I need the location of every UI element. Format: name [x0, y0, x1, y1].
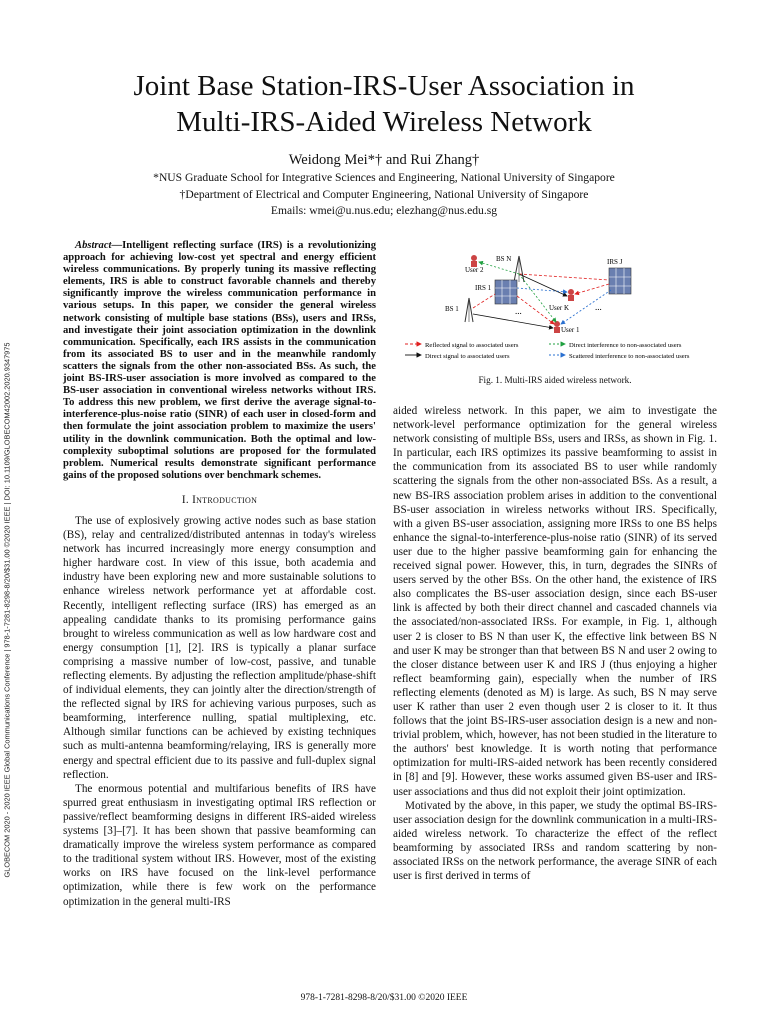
abstract-text: —Intelligent reflecting surface (IRS) is a revolutionizing approach for achieving low-cost yet spectral and energy efficient wireless communications. By properly tuning its massive reflecting elements, IRS is able to construct favorable channels and thereby significantly improve the wireless communication performance in various setups. In this paper, we consider the general wireless network consisting of multiple base stations (BSs), users and IRSs, and investigate their joint association optimization in the downlink communication. Specifically, each IRS assists in the communication from its associated BS to user and in the meanwhile randomly scatters the signals from the other non-associated BSs. As such, the joint BS-IRS-user association is more involved as compared to the BS-user association in conventional wireless networks without IRS. To address this new problem, we first derive the average signal-to-interference-plus-noise ratio (SINR) of each user in closed-form and then formulate the joint association problem to maximize the users' utility in the downlink communication. Both the optimal and low-complexity suboptimal solutions are proposed for the formulated problem. Numerical results demonstrate significant performance gains of the proposed solutions over benchmark schemes.: [63, 240, 376, 481]
dots-2: ...: [595, 302, 602, 312]
reflected-bs1-irs1: [473, 294, 495, 308]
dots-1: ...: [515, 306, 522, 316]
irs-j-icon: [609, 268, 631, 294]
legend-direct-signal: Direct signal to associated users: [425, 353, 510, 360]
legend-reflected: Reflected signal to associated users: [425, 342, 519, 349]
emails: Emails: wmei@u.nus.edu; elezhang@nus.edu.sg: [270, 204, 498, 217]
section-heading: [63, 493, 376, 507]
user-1-icon: [554, 321, 560, 333]
right-paragraph-2: Motivated by the above, in this paper, we study the optimal BS-IRS-user association design for the downlink communication in a multi-IRS-aided wireless network. To characterize the effect of the reflect beamforming by associated IRSs and random scattering by non-associated IRSs on the network performance, the average SINR of each user is first derived in terms of: [393, 799, 717, 883]
label-user-1: User 1: [561, 326, 580, 334]
left-column: [63, 240, 376, 909]
irs-1-icon: [495, 280, 517, 304]
label-bs-1: BS 1: [445, 305, 459, 313]
reflected-irsj-userk: [575, 284, 609, 294]
label-irs-j: IRS J: [607, 258, 623, 266]
paper-title: [0, 68, 768, 140]
scattered-irs1-userk: [517, 288, 567, 292]
intro-paragraph-2: The enormous potential and multifarious benefits of IRS have spurred great enthusiasm in investigating optimal IRS reflection or passive/reflect beamforming designs in different IRS-aided wireless systems [3]–[7]. It has been shown that passive beamforming can dramatically improve the wireless system performance as compared to the traditional system without IRS. However, most of the existing works on IRS have focused on the link-level performance optimization, while there is few work on the performance optimization in the general multi-IRS: [63, 782, 376, 908]
network-diagram: [399, 244, 719, 364]
affiliations: [0, 170, 768, 220]
legend-scattered: Scattered interference to non-associated users: [569, 353, 690, 360]
title-line-1: Joint Base Station-IRS-User Association in: [133, 70, 635, 102]
right-paragraph-1: aided wireless network. In this paper, we aim to investigate the network-level performance optimization for the general wireless network consisting of multiple BSs, users and IRSs, as shown in Fig. 1. In particular, each IRS optimizes its passive beamforming to assist in the communication from its associated BS to user while randomly scattering the signals from the other non-associated BSs. As a result, a new BS-IRS association problem arises in addition to the conventional BS-user association in wireless networks without IRS. Specifically, with a given BS-user association, assigning more IRSs to one BS helps enhance the signal-to-interference-plus-noise ratio (SINR) of its served user due to the higher passive beamforming gain for enhancing the received signal power. However, this, in turn, degrades the SINRs of users served by the other BSs. On the other hand, the existence of IRS also complicates the BS-user association design, since each BS-user link is affected by both their direct channel and cascaded channels via the associated/non-associated IRSs. For example, in Fig. 1, although user 2 is closer to BS N than user K, the effective link between BS N and user K may be stronger than that between BS N and user 2 owing to the closer distance between user K and IRS J (thus enjoying a higher reflect beamforming gain), especially when the number of IRS reflecting elements (denoted as M) is large. As such, BS N may serve user K rather than user 2 even though user 2 is closer to it. It thus follows that the joint BS-IRS-user association design is a new and non-trivial problem, which, however, has not been studied in the literature to the authors' best knowledge. It is worth noting that performance optimization for multi-IRS-aided network has been recently considered in [8] and [9]. However, these works assumed given BS-user and IRS-user associations and thus did not exploit their joint optimization.: [393, 405, 717, 798]
user-k-icon: [568, 289, 574, 301]
section-title: Introduction: [192, 493, 258, 506]
label-irs-1: IRS 1: [475, 284, 492, 292]
abstract-label: Abstract: [75, 240, 112, 251]
bs-1-icon: [465, 298, 473, 322]
direct-interference-bsn-user2: [479, 262, 519, 274]
direct-link-bs1-user1: [473, 314, 553, 328]
direct-link-bsn-userk: [519, 274, 567, 296]
legend-direct-interference: Direct interference to non-associated users: [569, 342, 682, 349]
label-bs-n: BS N: [496, 255, 512, 263]
label-user-2: User 2: [465, 266, 484, 274]
affiliation-2: †Department of Electrical and Computer Engineering, National University of Singapore: [179, 187, 589, 201]
page-footer: 978-1-7281-8298-8/20/$31.00 ©2020 IEEE: [300, 993, 468, 1003]
figure-1: [399, 244, 719, 364]
figure-caption: Fig. 1. Multi-IRS aided wireless network.: [478, 375, 632, 385]
reflected-bsn-irsj: [519, 274, 609, 280]
intro-paragraph-1: The use of explosively growing active nodes such as base station (BS), relay and centralized/distributed antennas in today's wireless network has incurred increasingly more energy consumption and higher hardware cost. In view of this issue, both academia and industry have been exploring new and more sustainable solutions to enhance wireless network performance yet at affordable cost. Recently, intelligent reflecting surface (IRS) has emerged as an appealing candidate thanks to its promising performance gains brought to wireless communication as well as low hardware cost and energy consumption [1], [2]. IRS is typically a planar surface comprising a massive number of low-cost, passive, and tunable reflecting elements. By adjusting the reflection amplitude/phase-shift of individual elements, they can jointly alter the direction/strength of the reflected signal by IRS for achieving various purposes, such as beamforming, interference nulling, spatial multiplexing, etc. Although similar functions can be achieved by existing techniques such as multi-antenna beamforming/relaying, IRS is generally more energy and spectral efficient due to its passive and full-duplex signal reflection.: [63, 514, 376, 781]
abstract: [63, 240, 376, 482]
authors: Weidong Mei*† and Rui Zhang†: [288, 152, 480, 168]
title-line-2: Multi-IRS-Aided Wireless Network: [176, 106, 592, 138]
sidebar-text: GLOBECOM 2020 - 2020 IEEE Global Communications Conference | 978-1-7281-8298-8/20/$31.00 ©2020 IEEE | DOI: 10.1109/GLOBECOM42002.2020.9347975: [2, 342, 12, 878]
label-user-k: User K: [549, 304, 570, 312]
section-numeral: I.: [181, 493, 189, 506]
direct-interference-bsn-user1: [519, 274, 556, 322]
right-column: [393, 404, 717, 883]
affiliation-1: *NUS Graduate School for Integrative Sciences and Engineering, National University of Singapore: [153, 171, 615, 184]
